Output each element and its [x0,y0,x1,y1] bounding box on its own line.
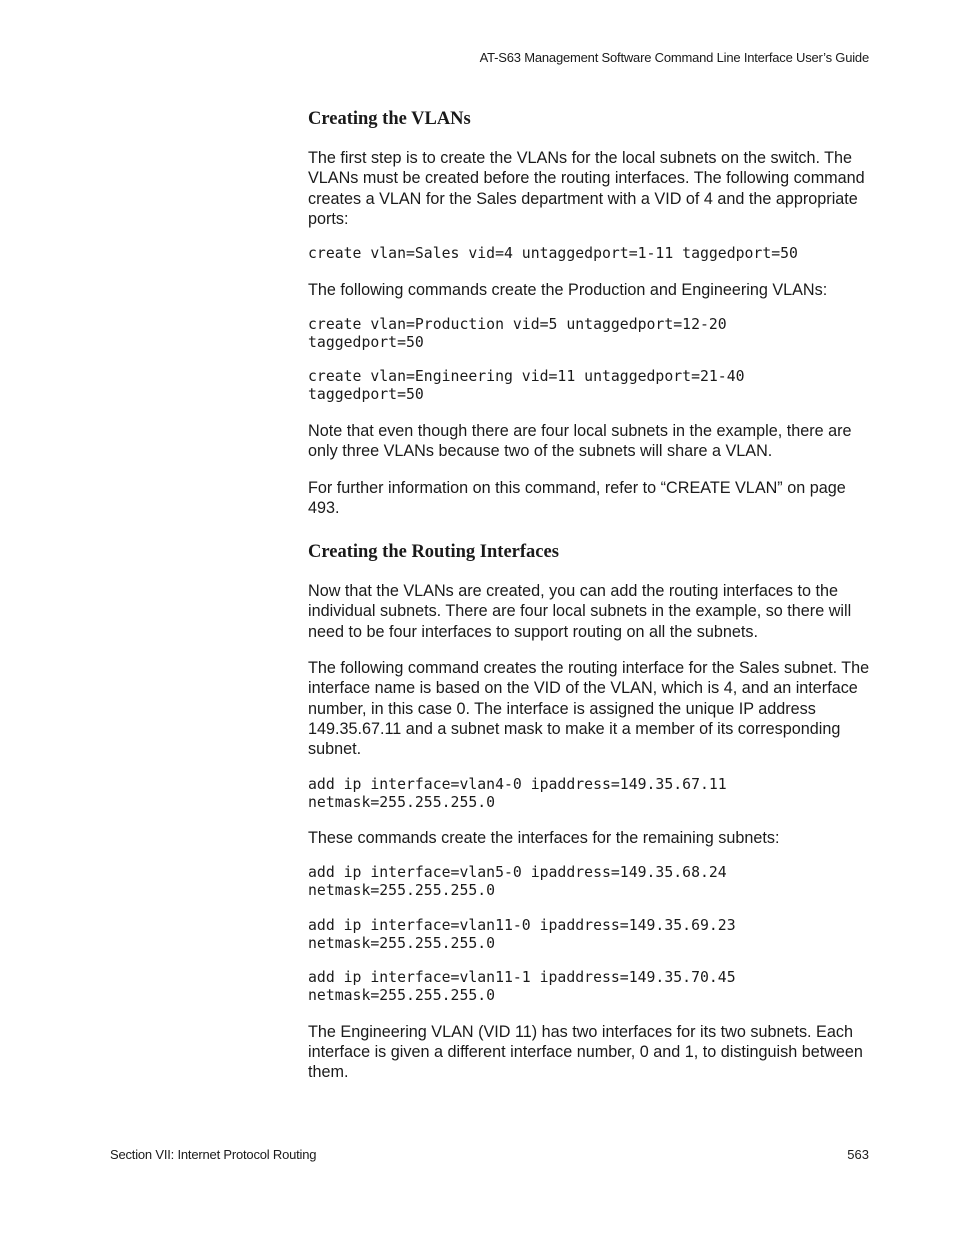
command-example: add ip interface=vlan4-0 ipaddress=149.35.67.11 netmask=255.255.255.0 [308,775,727,811]
paragraph: These commands create the interfaces for the remaining subnets: [308,829,780,848]
command-example: create vlan=Sales vid=4 untaggedport=1-11 taggedport=50 [308,245,798,263]
command-example: add ip interface=vlan11-1 ipaddress=149.35.70.45 netmask=255.255.255.0 [308,969,736,1005]
command-example: add ip interface=vlan5-0 ipaddress=149.35.68.24 netmask=255.255.255.0 [308,864,727,900]
heading-creating-routing-interfaces: Creating the Routing Interfaces [308,542,559,563]
paragraph: For further information on this command, refer to “CREATE VLAN” on page 493. [308,478,846,517]
footer-section-title: Section VII: Internet Protocol Routing [110,1147,317,1162]
command-example: add ip interface=vlan11-0 ipaddress=149.35.69.23 netmask=255.255.255.0 [308,916,736,952]
command-example: create vlan=Engineering vid=11 untaggedport=21-40 taggedport=50 [308,368,745,404]
paragraph: Now that the VLANs are created, you can add the routing interfaces to the individual subnets. There are four local subnets in the example, so there will need to be four interfaces to support routing on all the subnets. [308,582,852,641]
page-number: 563 [847,1147,869,1162]
running-header: AT-S63 Management Software Command Line Interface User’s Guide [479,50,869,65]
paragraph: The Engineering VLAN (VID 11) has two interfaces for its two subnets. Each interface is given a different interface number, 0 and 1, to distinguish between them. [308,1022,863,1082]
page-body [308,107,873,1099]
heading-creating-vlans: Creating the VLANs [308,109,471,129]
command-example: create vlan=Production vid=5 untaggedport=12-20 taggedport=50 [308,315,727,351]
paragraph: The following commands create the Production and Engineering VLANs: [308,280,828,299]
paragraph: The first step is to create the VLANs for the local subnets on the switch. The VLANs must be created before the routing interfaces. The following command creates a VLAN for the Sales department with a VID of 4 and the appropriate ports: [308,149,865,228]
paragraph: The following command creates the routing interface for the Sales subnet. The interface name is based on the VID of the VLAN, which is 4, and an interface number, in this case 0. The interface is assigned the unique IP address 149.35.67.11 and a subnet mask to make it a member of its corresponding subnet. [308,659,870,759]
paragraph: Note that even though there are four local subnets in the example, there are only three VLANs because two of the subnets will share a VLAN. [308,421,852,461]
